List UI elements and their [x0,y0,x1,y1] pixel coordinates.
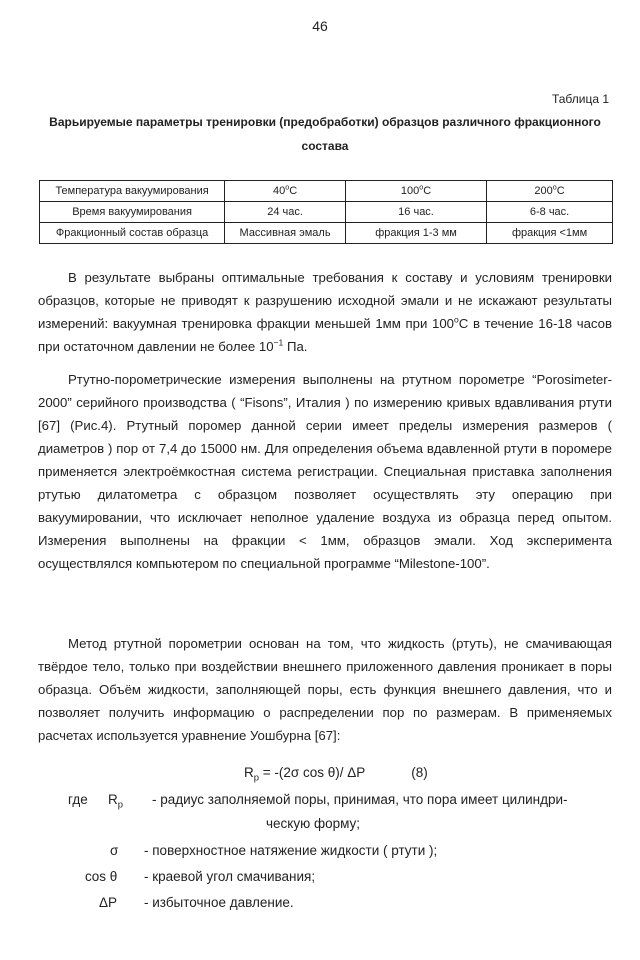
table-cell: 16 час. [345,202,486,223]
paragraph-porometry: Ртутно-порометрические измерения выполнены на ртутном порометре “Porosimeter-2000” серийного производства ( “Fisons”, Италия ) по измерению кривых вдавливания ртути [67] (Рис.4). Ртутный поромер данной серии имеет пределы измерения размеров ( диаметров ) пор от 7,4 до 15000 нм. Для определения объема вдавленной ртути в поромере применяется электроёмкостная система регистрации. Специальная приставка заполнения ртутью дилатометра с образцом позволяет осуществлять эту операцию при вакуумировании, что исключает неполное удаление воздуха из образца перед опытом. Измерения выполнены на фракции < 1мм, образцов эмали. Ход эксперимента осуществлялся компьютером по специальной программе “Milestone-100”. [38,372,612,571]
table-label: Таблица 1 [551,92,609,106]
table-row [40,181,613,202]
equation-number: (8) [411,765,428,780]
legend-symbol-delta-p: ΔP [99,895,118,910]
table-title: Варьируемые параметры тренировки (предобработки) образцов различного фракционного состава [49,115,601,153]
legend-desc-cos: - краевой угол смачивания; [144,869,316,884]
table-cell: 6-8 час. [487,202,613,223]
table-cell: фракция <1мм [487,223,613,244]
legend-desc-rp: - радиус заполняемой поры, принимая, что пора имеет цилиндри- [152,792,568,807]
legend-symbol-sigma: σ [110,843,119,858]
legend-symbol-cos: cos θ [85,869,118,884]
table-cell: 100$^o$C [345,181,486,202]
paragraph-results: В результате выбраны оптимальные требования к составу и условиям тренировки образцов, которые не приводят к разрушению исходной эмали и не искажают результаты измерений: вакуумная тренировка фракции меньшей 1мм при 100$^o$C в течение 16-18 часов при остаточном давлении не более $10^{-1}$ Па. [38,270,612,354]
table-cell: Массивная эмаль [225,223,346,244]
row-header: Фракционный состав образца [40,223,225,244]
legend-desc-rp-continued: ческую форму; [266,816,361,831]
table-cell: фракция 1-3 мм [345,223,486,244]
washburn-equation: $R_p = -(2\sigma$ cos θ)/ ΔP (8) [244,765,428,784]
page-number: 46 [312,18,328,34]
parameters-table [39,180,613,244]
legend-symbol-rp: $R_p$ [108,792,123,811]
row-header: Время вакуумирования [40,202,225,223]
paragraph-method: Метод ртутной порометрии основан на том, что жидкость (ртуть), не смачивающая твёрдое тело, только при воздействии внешнего приложенного давления проникает в поры образца. Объём жидкости, заполняющей поры, есть функция внешнего давления, что и позволяет получить информацию о распределении пор по размерам. В применяемых расчетах используется уравнение Уошбурна [67]: [38,636,612,743]
table-row [40,202,613,223]
table-row [40,223,613,244]
legend-desc-sigma: - поверхностное натяжение жидкости ( ртути ); [144,843,438,858]
table-cell: 24 час. [225,202,346,223]
legend-desc-delta-p: - избыточное давление. [144,895,294,910]
table-cell: 40$^o$C [225,181,346,202]
table-cell: 200$^o$C [487,181,613,202]
row-header: Температура вакуумирования [40,181,225,202]
legend-where: где [68,792,88,807]
